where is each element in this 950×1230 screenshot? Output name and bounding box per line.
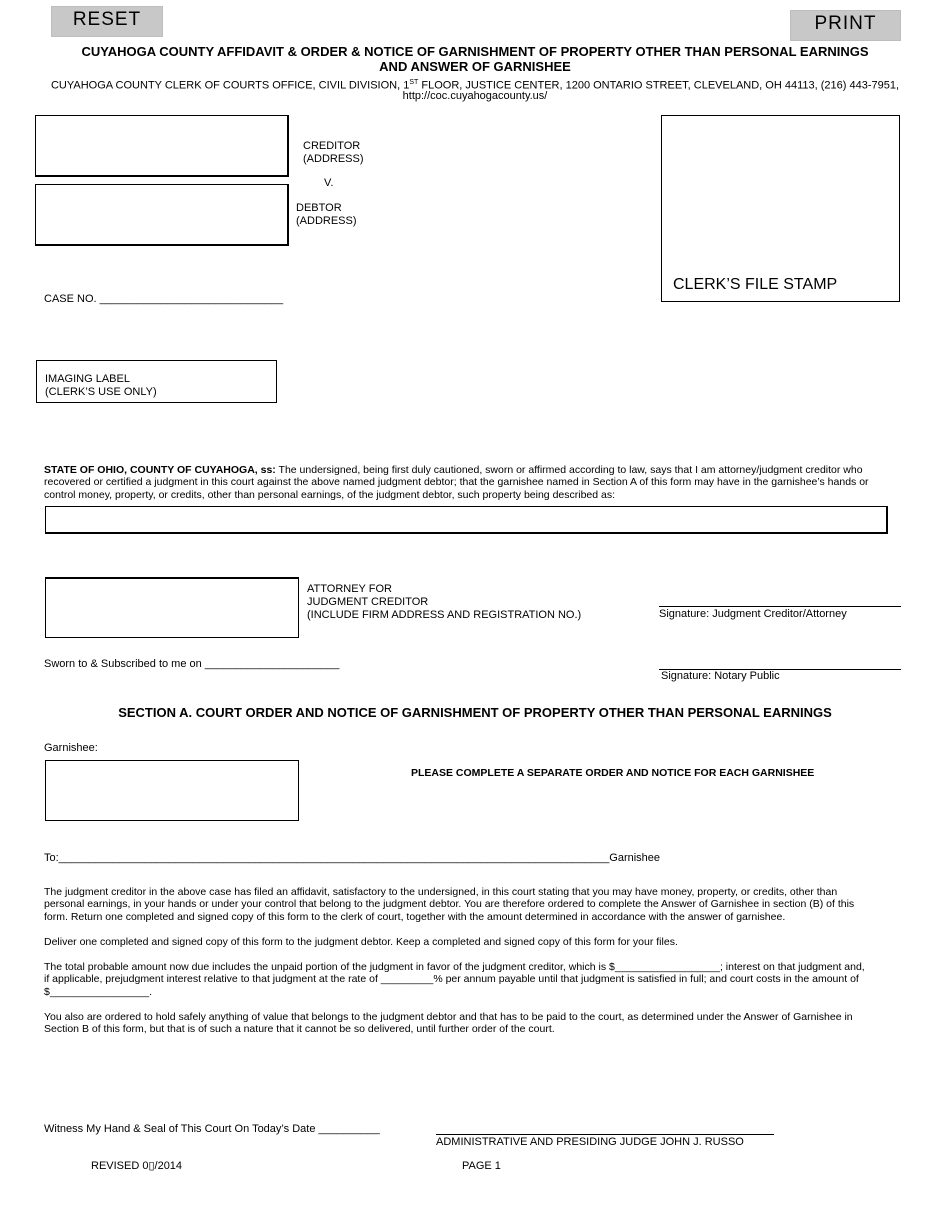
witness-date-field[interactable]: Witness My Hand & Seal of This Court On Today’s Date __________ — [44, 1123, 380, 1135]
order-p4-line1: You also are ordered to hold safely anything of value that belongs to the judgment debtor and that has to be paid to the court, as determined under the Answer of Garnishee in — [44, 1011, 853, 1023]
separate-notice-text: PLEASE COMPLETE A SEPARATE ORDER AND NOTICE FOR EACH GARNISHEE — [411, 767, 815, 779]
order-p1-line1: The judgment creditor in the above case has filed an affidavit, satisfactory to the undersigned, in this court stating that you may have money, property, or credits, other than — [44, 886, 838, 898]
affidavit-line3: control money, property, or credits, other than personal earnings, of the judgment debtor, such property being described as: — [44, 488, 616, 501]
attorney-info-field[interactable] — [45, 577, 299, 638]
form-title-line2: AND ANSWER OF GARNISHEE — [379, 59, 571, 74]
address-part2: FLOOR, JUSTICE CENTER, 1200 ONTARIO STREET, CLEVELAND, OH 44113, (216) 443-7951, — [418, 79, 900, 92]
affidavit-text — [44, 464, 914, 501]
case-number-field[interactable]: CASE NO. ______________________________ — [44, 293, 284, 305]
order-p1-line3: form. Return one completed and signed copy of this form to the clerk of court, together with the amount determined in accordance with the answer of garnishee. — [44, 910, 786, 923]
creditor-address-label: (ADDRESS) — [303, 153, 364, 165]
debtor-address-label: (ADDRESS) — [296, 215, 357, 227]
order-p1-line2: personal earnings, in your hands or under your control that belong to the judgment debtor. You are therefore ordered to complete the Answer of Garnishee in section (B) of this — [44, 898, 855, 911]
attorney-label — [307, 583, 581, 622]
garnishee-field[interactable] — [45, 760, 299, 821]
address-sup: ST — [409, 79, 419, 86]
order-paragraph-2: Deliver one completed and signed copy of this form to the judgment debtor. Keep a completed and signed copy of this form for your files. — [44, 936, 678, 948]
judge-name: ADMINISTRATIVE AND PRESIDING JUDGE JOHN J. RUSSO — [436, 1136, 744, 1148]
clerk-file-stamp-label: CLERK’S FILE STAMP — [673, 276, 838, 293]
address-part1: CUYAHOGA COUNTY CLERK OF COURTS OFFICE, CIVIL DIVISION, 1 — [50, 79, 410, 92]
imaging-label-box — [36, 360, 277, 403]
imaging-label-line2: (CLERK’S USE ONLY) — [45, 386, 157, 398]
print-button[interactable]: PRINT — [790, 10, 901, 41]
affidavit-lead: STATE OF OHIO, COUNTY OF CUYAHOGA, ss: — [44, 464, 276, 476]
form-title-line1: CUYAHOGA COUNTY AFFIDAVIT & ORDER & NOTICE OF GARNISHMENT OF PROPERTY OTHER THAN PERSONAL EARNINGS — [81, 44, 869, 59]
judge-signature-line[interactable] — [436, 1134, 774, 1135]
attorney-label-line1: ATTORNEY FOR — [307, 583, 392, 595]
creditor-label-text: CREDITOR — [303, 140, 361, 152]
section-a-title: SECTION A. COURT ORDER AND NOTICE OF GARNISHMENT OF PROPERTY OTHER THAN PERSONAL EARNINGS — [118, 705, 832, 720]
to-garnishee-field[interactable]: To:__________________________________________________________________________________________Garnishee — [44, 852, 661, 864]
debtor-label-text: DEBTOR — [296, 202, 342, 214]
creditor-signature-label: Signature: Judgment Creditor/Attorney — [659, 608, 847, 620]
revised-date: REVISED 0▯/2014 — [91, 1160, 183, 1172]
affidavit-line2: recovered or certified a judgment in this court against the above named judgment debtor; that the garnishee named in Section A of this form may have in the garnishee’s hands or — [44, 476, 869, 489]
debtor-label — [296, 202, 357, 228]
page-number: PAGE 1 — [462, 1160, 501, 1172]
attorney-label-line3: (INCLUDE FIRM ADDRESS AND REGISTRATION NO.) — [307, 609, 582, 621]
garnishee-label: Garnishee: — [44, 742, 98, 754]
imaging-label-text — [45, 373, 157, 399]
reset-button[interactable]: RESET — [51, 6, 163, 37]
form-title — [0, 44, 950, 74]
order-p3-line1: The total probable amount now due includes the unpaid portion of the judgment in favor of the judgment creditor, which is $__________________; interest on that judgment and, — [44, 961, 865, 973]
clerk-file-stamp-box — [661, 115, 900, 302]
order-paragraph-4 — [44, 1011, 914, 1036]
order-paragraph-1 — [44, 886, 914, 923]
clerk-url: http://coc.cuyahogacounty.us/ — [402, 90, 548, 102]
creditor-label — [303, 140, 364, 166]
creditor-signature-line[interactable] — [659, 606, 901, 607]
creditor-address-field[interactable] — [35, 115, 289, 177]
versus-label: V. — [324, 177, 334, 189]
property-description-field[interactable] — [45, 506, 888, 534]
imaging-label-line1: IMAGING LABEL — [45, 373, 130, 385]
order-p3-line2: if applicable, prejudgment interest relative to that judgment at the rate of _________% per annum payable until that judgment is satisfied in full; and court costs in the amount of — [44, 973, 859, 986]
attorney-label-line2: JUDGMENT CREDITOR — [307, 596, 429, 608]
order-p4-line2: Section B of this form, but that is of such a nature that it cannot be so delivered, until further order of the court. — [44, 1023, 555, 1036]
notary-signature-label: Signature: Notary Public — [661, 670, 780, 682]
sworn-date-field[interactable]: Sworn to & Subscribed to me on ______________________ — [44, 658, 340, 670]
affidavit-line1: The undersigned, being first duly cautioned, sworn or affirmed according to law, says that I am attorney/judgment creditor who — [275, 464, 863, 476]
debtor-address-field[interactable] — [35, 184, 289, 246]
order-paragraph-3 — [44, 961, 924, 998]
order-p3-line3: $_________________. — [44, 985, 153, 998]
